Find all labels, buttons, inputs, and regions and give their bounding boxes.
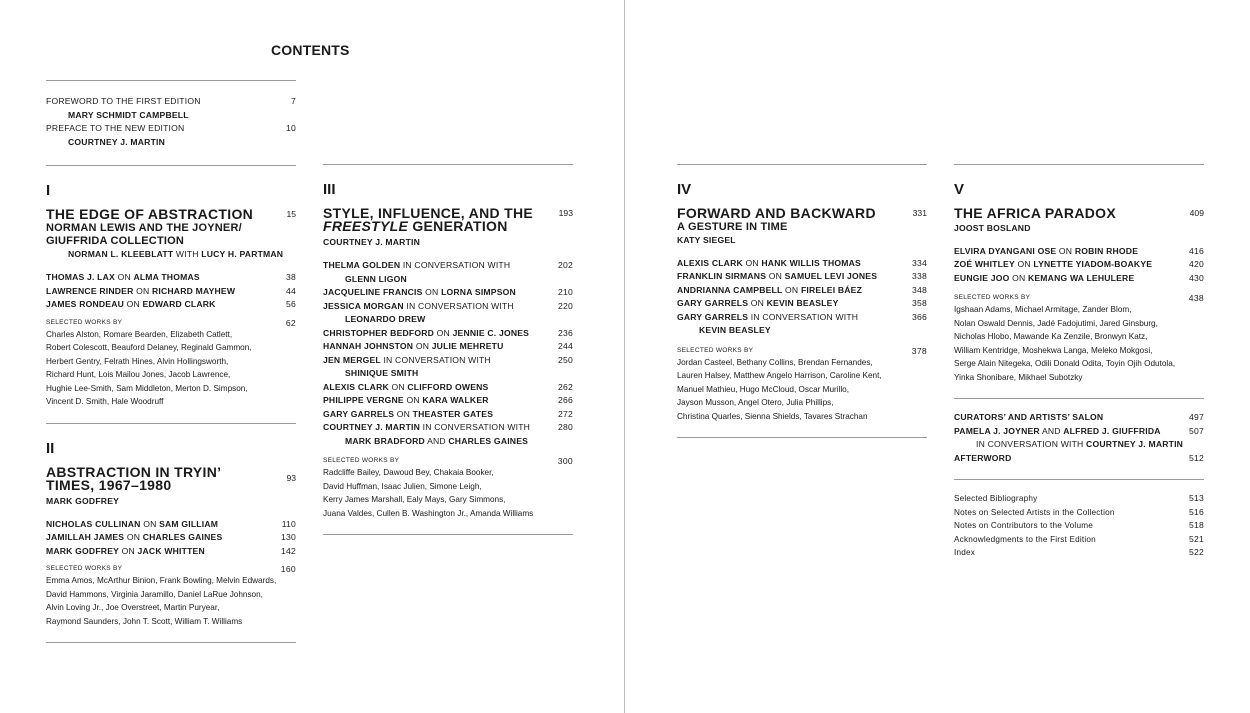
section-heading: FORWARD AND BACKWARD 331	[677, 205, 927, 221]
front-entry: FOREWORD TO THE FIRST EDITION 7	[46, 96, 296, 106]
back-matter-entry: Acknowledgments to the First Edition 521	[954, 533, 1204, 544]
back-matter-entry: Notes on Contributors to the Volume 518	[954, 520, 1204, 530]
toc-entry: FRANKLIN SIRMANS ON SAMUEL LEVI JONES 338	[677, 271, 927, 281]
toc-entry: PHILIPPE VERGNE ON KARA WALKER 266	[323, 395, 573, 405]
toc-entry-afterword: AFTERWORD 512	[954, 452, 1204, 463]
divider	[323, 534, 573, 535]
toc-entry: ZOÉ WHITLEY ON LYNETTE YIADOM-BOAKYE 420	[954, 259, 1204, 269]
column-3: IV FORWARD AND BACKWARD 331 A GESTURE IN TIME KATY SIEGEL ALEXIS CLARK ON HANK WILLIS THOMAS 334 FRANKLIN SIRMANS ON SAMUEL LEVI JONES 338 ANDRIANNA CAMPBELL ON FIRELEI BÁEZ 348 GARY GARRELS ON KEVIN BEASLEY 358 GARY GARRELS IN CONVERSATION WITH 366 KEVIN BEASLEY SELECTED WORKS BY 378 Jordan Casteel, Bethany Collins, Brendan Fernandes, Lauren Halsey, Matthew Angelo Harrison, Caroline Kent, Manuel Mathieu, Hugo McCloud, Oscar Murillo, Jayson Musson, Angel Otero, Julia Phillips, Christina Quarles, Sienna Shields, Tavares Strachan	[677, 164, 927, 438]
toc-entry: MARK GODFREY ON JACK WHITTEN 142	[46, 545, 296, 556]
selected-works-label: SELECTED WORKS BY 300	[323, 456, 573, 466]
toc-entry: JAMILLAH JAMES ON CHARLES GAINES 130	[46, 532, 296, 542]
section-author: COURTNEY J. MARTIN	[323, 237, 421, 247]
selected-works-label: SELECTED WORKS BY 160	[46, 564, 296, 574]
section-number: V	[954, 181, 965, 198]
toc-entry: GARY GARRELS ON KEVIN BEASLEY 358	[677, 298, 927, 308]
selected-works-names: Jordan Casteel, Bethany Collins, Brendan Fernandes, Lauren Halsey, Matthew Angelo Harrison, Caroline Kent, Manuel Mathieu, Hugo McCloud, Oscar Murillo, Jayson Musson, Angel Otero, Julia Phillips, Christina Quarles, Sienna Shields, Tavares Strachan	[677, 357, 882, 421]
toc-entry: THOMAS J. LAX ON ALMA THOMAS 38	[46, 272, 296, 282]
selected-works-names: Emma Amos, McArthur Binion, Frank Bowling, Melvin Edwards, David Hammons, Virginia Jaramillo, Daniel LaRue Johnson, Alvin Loving Jr., Joe Overstreet, Martin Puryear, Raymond Saunders, John T. Scott, William T. Williams	[46, 576, 277, 626]
divider	[46, 165, 296, 166]
selected-works-names: Charles Alston, Romare Bearden, Elizabeth Catlett, Robert Colescott, Beauford Delaney, Reginald Gammon, Herbert Gentry, Felrath Hines, Alvin Hollingsworth, Richard Hunt, Lois Mailou Jones, Jacob Lawrence, Hughie Lee-Smith, Sam Middleton, Merton D. Simpson, Vincent D. Smith, Hale Woodruff	[46, 329, 252, 406]
toc-entry: ALEXIS CLARK ON HANK WILLIS THOMAS 334	[677, 257, 927, 268]
toc-entry: JAMES RONDEAU ON EDWARD CLARK 56	[46, 299, 296, 309]
divider	[46, 642, 296, 643]
selected-works-names: Radcliffe Bailey, Dawoud Bey, Chakaia Booker, David Huffman, Isaac Julien, Simone Leigh, Kerry James Marshall, Ealy Mays, Gary Simmons, Juana Valdes, Cullen B. Washington Jr., Amanda Williams	[323, 468, 534, 518]
toc-entry: HANNAH JOHNSTON ON JULIE MEHRETU 244	[323, 341, 573, 351]
section-author: MARK GODFREY	[46, 495, 120, 506]
section-heading: STYLE, INFLUENCE, AND THE FREESTYLE GENERATION 193	[323, 205, 573, 234]
toc-entry: CHRISTOPHER BEDFORD ON JENNIE C. JONES 236	[323, 327, 573, 338]
divider	[677, 164, 927, 165]
selected-works-names: Igshaan Adams, Michael Armitage, Zander Blom, Nolan Oswald Dennis, Jadé Fadojutimi, Jared Ginsburg, Nicholas Hlobo, Mawande Ka Zenzile, Bronwyn Katz, William Kentridge, Moshekwa Langa, Meleko Mokgosi, Serge Alain Nitegeka, Odili Donald Odita, Toyin Ojih Odutola, Yinka Shonibare, Mikhael Subotzky	[954, 305, 1176, 382]
back-matter-entry: Selected Bibliography 513	[954, 493, 1204, 503]
section-heading: THE AFRICA PARADOX 409	[954, 205, 1204, 221]
divider	[46, 423, 296, 424]
toc-entry: ANDRIANNA CAMPBELL ON FIRELEI BÁEZ 348	[677, 284, 927, 295]
toc-entry: JEN MERGEL IN CONVERSATION WITH 250	[323, 354, 573, 365]
section-byline: NORMAN L. KLEEBLATT WITH LUCY H. PARTMAN	[68, 248, 284, 259]
toc-entry: ELVIRA DYANGANI OSE ON ROBIN RHODE 416	[954, 245, 1204, 256]
section-subheading: NORMAN LEWIS AND THE JOYNER/	[46, 221, 242, 234]
front-entry: PREFACE TO THE NEW EDITION 10	[46, 123, 296, 133]
section-subheading: A GESTURE IN TIME	[677, 220, 788, 233]
divider	[677, 437, 927, 438]
section-author: JOOST BOSLAND	[954, 222, 1031, 233]
toc-entry: JESSICA MORGAN IN CONVERSATION WITH 220	[323, 300, 573, 311]
toc-entry: NICHOLAS CULLINAN ON SAM GILLIAM 110	[46, 518, 296, 529]
section-number: I	[46, 182, 51, 199]
front-author: MARY SCHMIDT CAMPBELL	[68, 109, 189, 120]
toc-entry: COURTNEY J. MARTIN IN CONVERSATION WITH 280	[323, 422, 573, 432]
section-number: IV	[677, 181, 692, 198]
selected-works-label: SELECTED WORKS BY 438	[954, 293, 1204, 303]
toc-entry: EUNGIE JOO ON KEMANG WA LEHULERE 430	[954, 272, 1204, 283]
section-heading: THE EDGE OF ABSTRACTION 15	[46, 206, 296, 222]
section-heading: ABSTRACTION IN TRYIN’ TIMES, 1967–1980 93	[46, 463, 296, 493]
divider	[323, 164, 573, 165]
section-number: II	[46, 439, 55, 457]
selected-works-label: SELECTED WORKS BY 378	[677, 345, 927, 356]
toc-entry: THELMA GOLDEN IN CONVERSATION WITH 202	[323, 260, 573, 270]
toc-entry-salon: CURATORS’ AND ARTISTS’ SALON 497	[954, 412, 1204, 422]
section-author: KATY SIEGEL	[677, 234, 736, 245]
toc-entry: ALEXIS CLARK ON CLIFFORD OWENS 262	[323, 381, 573, 392]
column-4: V THE AFRICA PARADOX 409 JOOST BOSLAND ELVIRA DYANGANI OSE ON ROBIN RHODE 416 ZOÉ WHITLEY ON LYNETTE YIADOM-BOAKYE 420 EUNGIE JOO ON KEMANG WA LEHULERE 430 SELECTED WORKS BY 438 Igshaan Adams, Michael Armitage, Zander Blom, Nolan Oswald Dennis, Jadé Fadojutimi, Jared Ginsburg, Nicholas Hlobo, Mawande Ka Zenzile, Bronwyn Katz, William Kentridge, Moshekwa Langa, Meleko Mokgosi, Serge Alain Nitegeka, Odili Donald Odita, Toyin Ojih Odutola, Yinka Shonibare, Mikhael Subotzky CURATORS’ AND ARTISTS’ SALON 497 PAMELA J. JOYNER AND ALFRED J. GIUFFRIDA 507 IN CONVERSATION WITH COURTNEY J. MARTIN AFTERWORD 512 Selected Bibliography 513 Notes on Selected Artists in the Collection 516 Notes on Contributors to the Volume 518 Acknowledgments to the First Edition 521 Index 522	[954, 164, 1204, 560]
toc-entry: LAWRENCE RINDER ON RICHARD MAYHEW 44	[46, 285, 296, 296]
toc-entry: GARY GARRELS ON THEASTER GATES 272	[323, 408, 573, 419]
divider	[954, 164, 1204, 165]
column-2: III STYLE, INFLUENCE, AND THE FREESTYLE GENERATION 193 COURTNEY J. MARTIN THELMA GOLDEN IN CONVERSATION WITH 202 GLENN LIGON JACQUELINE FRANCIS ON LORNA SIMPSON 210 JESSICA MORGAN IN CONVERSATION WITH 220 LEONARDO DREW CHRISTOPHER BEDFORD ON JENNIE C. JONES 236 HANNAH JOHNSTON ON JULIE MEHRETU 244 JEN MERGEL IN CONVERSATION WITH 250 SHINIQUE SMITH ALEXIS CLARK ON CLIFFORD OWENS 262 PHILIPPE VERGNE ON KARA WALKER 266 GARY GARRELS ON THEASTER GATES 272 COURTNEY J. MARTIN IN CONVERSATION WITH 280 MARK BRADFORD AND CHARLES GAINES SELECTED WORKS BY 300 Radcliffe Bailey, Dawoud Bey, Chakaia Booker, David Huffman, Isaac Julien, Simone Leigh, Kerry James Marshall, Ealy Mays, Gary Simmons, Juana Valdes, Cullen B. Washington Jr., Amanda Williams	[323, 164, 573, 535]
page-title: CONTENTS	[271, 42, 350, 58]
toc-entry: JACQUELINE FRANCIS ON LORNA SIMPSON 210	[323, 287, 573, 297]
back-matter-entry: Notes on Selected Artists in the Collection 516	[954, 506, 1204, 517]
section-number: III	[323, 181, 336, 198]
toc-entry-conversation: PAMELA J. JOYNER AND ALFRED J. GIUFFRIDA 507	[954, 425, 1204, 436]
back-matter-entry: Index 522	[954, 547, 1204, 557]
section-subheading: GIUFFRIDA COLLECTION	[46, 234, 185, 247]
selected-works-label: SELECTED WORKS BY 62	[46, 317, 296, 328]
book-spine	[624, 0, 625, 713]
toc-entry: GARY GARRELS IN CONVERSATION WITH 366	[677, 311, 927, 322]
column-1	[46, 80, 296, 643]
front-author: COURTNEY J. MARTIN	[68, 136, 166, 147]
